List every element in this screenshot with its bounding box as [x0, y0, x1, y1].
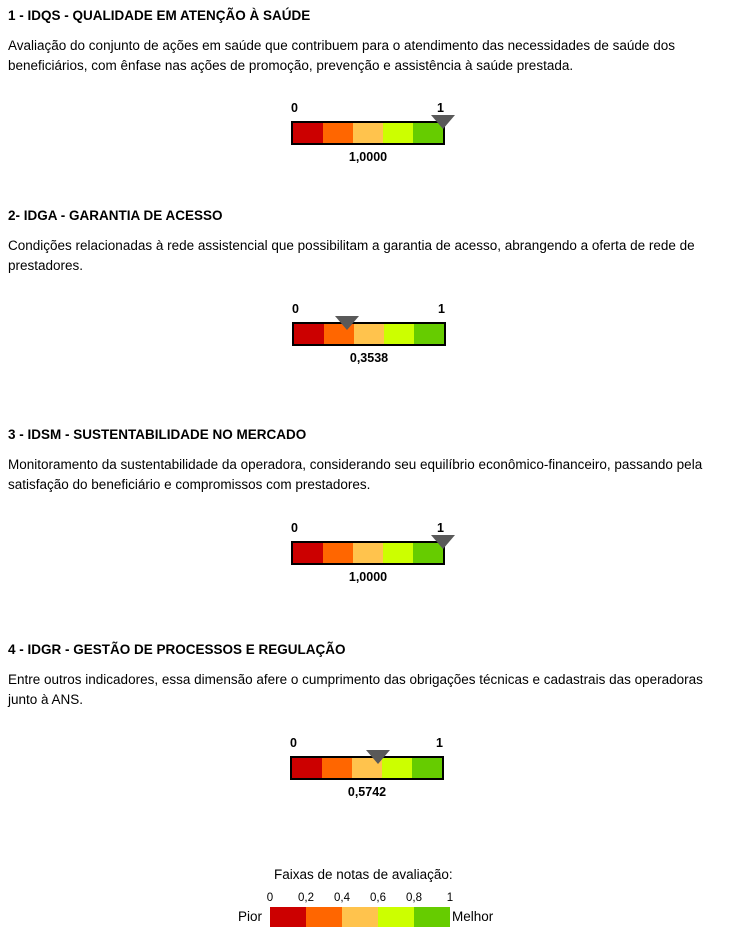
score-value: 0,5742: [347, 785, 387, 799]
rating-bar: [291, 541, 445, 565]
value-marker: [335, 316, 359, 330]
band-4: [383, 123, 413, 143]
legend-tick: 0,6: [370, 892, 386, 904]
legend-band-5: [414, 907, 450, 927]
band-2: [322, 758, 352, 778]
gauge-idgr: [290, 736, 450, 816]
rating-bar: [292, 322, 446, 346]
legend-caption: Faixas de notas de avaliação:: [274, 867, 453, 882]
band-5: [414, 324, 444, 344]
band-4: [384, 324, 414, 344]
band-2: [323, 123, 353, 143]
legend-tick: 0,4: [334, 892, 350, 904]
section-description: Condições relacionadas à rede assistencial que possibilitam a garantia de acesso, abrangendo a oferta de rede de prestadores.: [8, 238, 695, 273]
legend-tick: 0: [266, 892, 274, 904]
section-title: 1 - IDQS - QUALIDADE EM ATENÇÃO À SAÚDE: [8, 8, 311, 23]
band-3: [353, 123, 383, 143]
value-marker: [431, 115, 455, 129]
section-title: 3 - IDSM - SUSTENTABILIDADE NO MERCADO: [8, 427, 307, 442]
section-title: 4 - IDGR - GESTÃO DE PROCESSOS E REGULAÇÃO: [8, 642, 346, 657]
section-description: Entre outros indicadores, essa dimensão afere o cumprimento das obrigações técnicas e cadastrais das operadoras junto à ANS.: [8, 672, 703, 707]
legend-band-1: [270, 907, 306, 927]
section-title: 2- IDGA - GARANTIA DE ACESSO: [8, 208, 223, 223]
scale-max-label: 1: [436, 736, 443, 750]
score-value: 0,3538: [349, 351, 389, 365]
value-marker: [366, 750, 390, 764]
legend-tick: 1: [446, 892, 454, 904]
section-description: Monitoramento da sustentabilidade da operadora, considerando seu equilíbrio econômico-financeiro, passando pela satisfação do beneficiário e compromissos com prestadores.: [8, 457, 703, 492]
gauge-idqs: [291, 101, 451, 181]
band-1: [294, 324, 324, 344]
legend-band-4: [378, 907, 414, 927]
legend-tick: 0,8: [406, 892, 422, 904]
scale-max-label: 1: [437, 101, 444, 115]
scale-max-label: 1: [438, 302, 445, 316]
scale-min-label: 0: [290, 736, 297, 750]
best-label: Melhor: [452, 909, 494, 924]
band-3: [353, 543, 383, 563]
legend-band-2: [306, 907, 342, 927]
scale-max-label: 1: [437, 521, 444, 535]
legend-bar: [270, 907, 450, 927]
rating-legend: [230, 862, 530, 932]
worst-label: Pior: [238, 909, 263, 924]
band-1: [292, 758, 322, 778]
gauge-idsm: [291, 521, 451, 601]
band-2: [323, 543, 353, 563]
legend-tick: 0,2: [298, 892, 314, 904]
gauge-idga: [292, 302, 452, 382]
band-4: [383, 543, 413, 563]
value-marker: [431, 535, 455, 549]
band-1: [293, 543, 323, 563]
score-value: 1,0000: [348, 150, 388, 164]
score-value: 1,0000: [348, 570, 388, 584]
band-5: [412, 758, 442, 778]
section-description: Avaliação do conjunto de ações em saúde que contribuem para o atendimento das necessidades de saúde dos beneficiários, com ênfase nas ações de promoção, prevenção e assistência à saúde prestada.: [8, 38, 675, 73]
scale-min-label: 0: [292, 302, 299, 316]
legend-band-3: [342, 907, 378, 927]
scale-min-label: 0: [291, 101, 298, 115]
scale-min-label: 0: [291, 521, 298, 535]
band-1: [293, 123, 323, 143]
rating-bar: [291, 121, 445, 145]
